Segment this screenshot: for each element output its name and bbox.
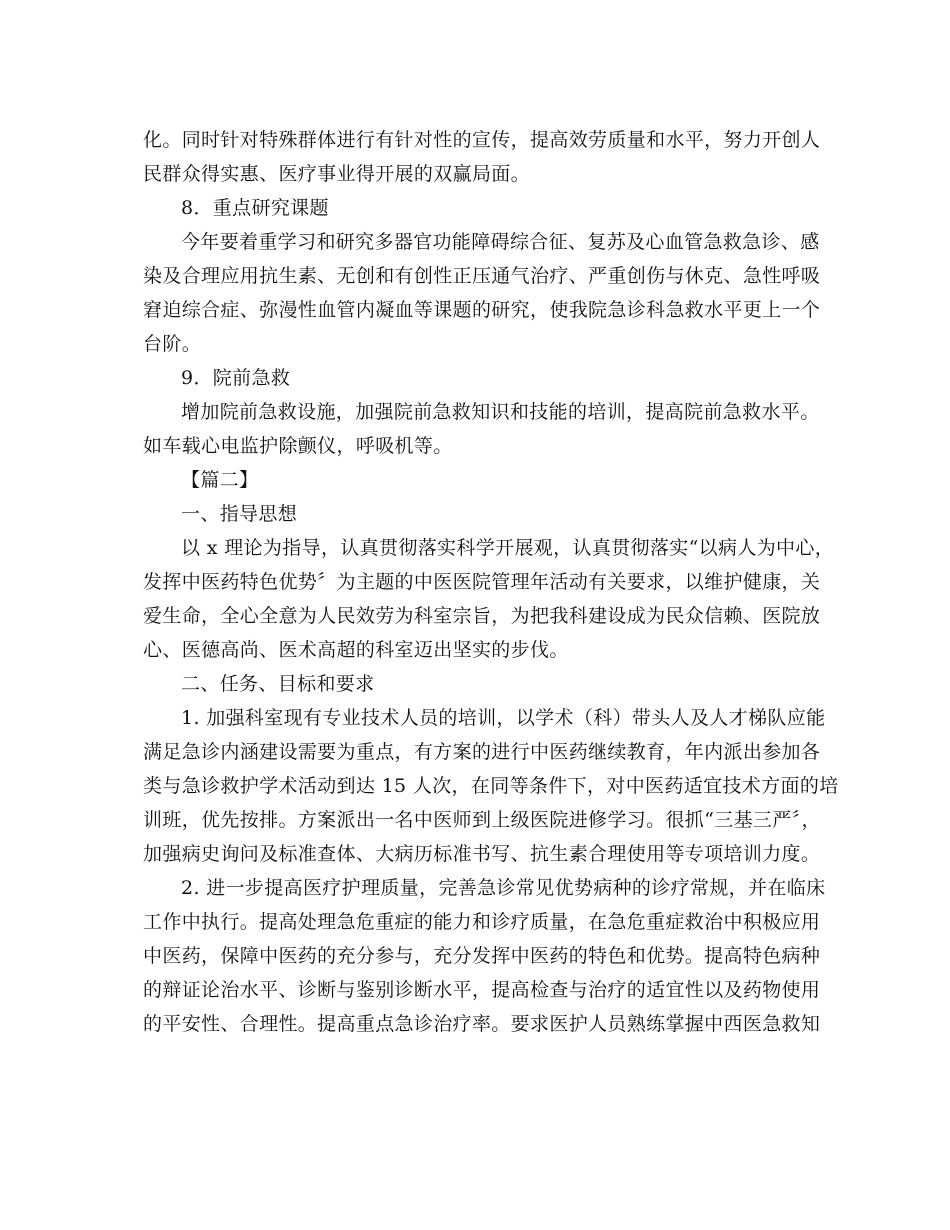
text-line: 的平安性、合理性。提高重点急诊治疗率。要求医护人员熟练掌握中西医急救知 [143,1013,821,1035]
text-line: 以 x 理论为指导，认真贯彻落实科学开展观，认真贯彻落实“以病人为中心， [181,537,835,559]
text-line: 1. 加强科室现有专业技术人员的培训，以学术（科）带头人及人才梯队应能 [181,707,826,729]
text-line: 民群众得实惠、医疗事业得开展的双赢局面。 [143,163,531,185]
text-line: 满足急诊内涵建设需要为重点，有方案的进行中医药继续教育，年内派出参加各 [143,741,821,763]
document-page [143,123,839,1041]
section-heading: 8．重点研究课题 [181,197,329,219]
text-line: 工作中执行。提高处理急危重症的能力和诊疗质量，在急危重症救治中积极应用 [143,911,821,933]
text-line: 台阶。 [143,333,202,355]
text-line: 今年要着重学习和研究多器官功能障碍综合征、复苏及心血管急救急诊、感 [181,231,820,253]
text-line: 的辩证论治水平、诊断与鉴别诊断水平，提高检查与治疗的适宜性以及药物使用 [143,979,821,1001]
text-line: 训班，优先按排。方案派出一名中医师到上级医院进修学习。很抓“三基三严〞， [143,809,821,831]
text-line: 中医药，保障中医药的充分参与，充分发挥中医药的特色和优势。提高特色病种 [143,945,821,967]
text-line: 增加院前急救设施，加强院前急救知识和技能的培训，提高院前急救水平。 [181,401,820,423]
text-line: 爱生命，全心全意为人民效劳为科室宗旨，为把我科建设成为民众信赖、医院放 [143,605,821,627]
text-line: 窘迫综合症、弥漫性血管内凝血等课题的研究，使我院急诊科急救水平更上一个 [143,299,821,321]
text-line: 类与急诊救护学术活动到达 15 人次，在同等条件下，对中医药适宜技术方面的培 [143,775,839,797]
text-line: 发挥中医药特色优势〞为主题的中医医院管理年活动有关要求，以维护健康，关 [143,571,821,593]
text-line: 心、医德高尚、医术高超的科室迈出坚实的步伐。 [143,639,569,661]
part-heading: 【篇二】 [181,469,259,491]
section-heading: 一、指导思想 [181,503,298,525]
section-heading: 二、任务、目标和要求 [181,673,375,695]
text-line: 染及合理应用抗生素、无创和有创性正压通气治疗、严重创伤与休克、急性呼吸 [143,265,821,287]
text-line: 如车载心电监护除颤仪，呼吸机等。 [143,435,453,457]
text-line: 加强病史询问及标准查体、大病历标准书写、抗生素合理使用等专项培训力度。 [143,843,821,865]
text-line: 2. 进一步提高医疗护理质量，完善急诊常见优势病种的诊疗常规，并在临床 [181,877,826,899]
section-heading: 9．院前急救 [181,367,291,389]
text-line: 化。同时针对特殊群体进行有针对性的宣传，提高效劳质量和水平，努力开创人 [143,129,821,151]
